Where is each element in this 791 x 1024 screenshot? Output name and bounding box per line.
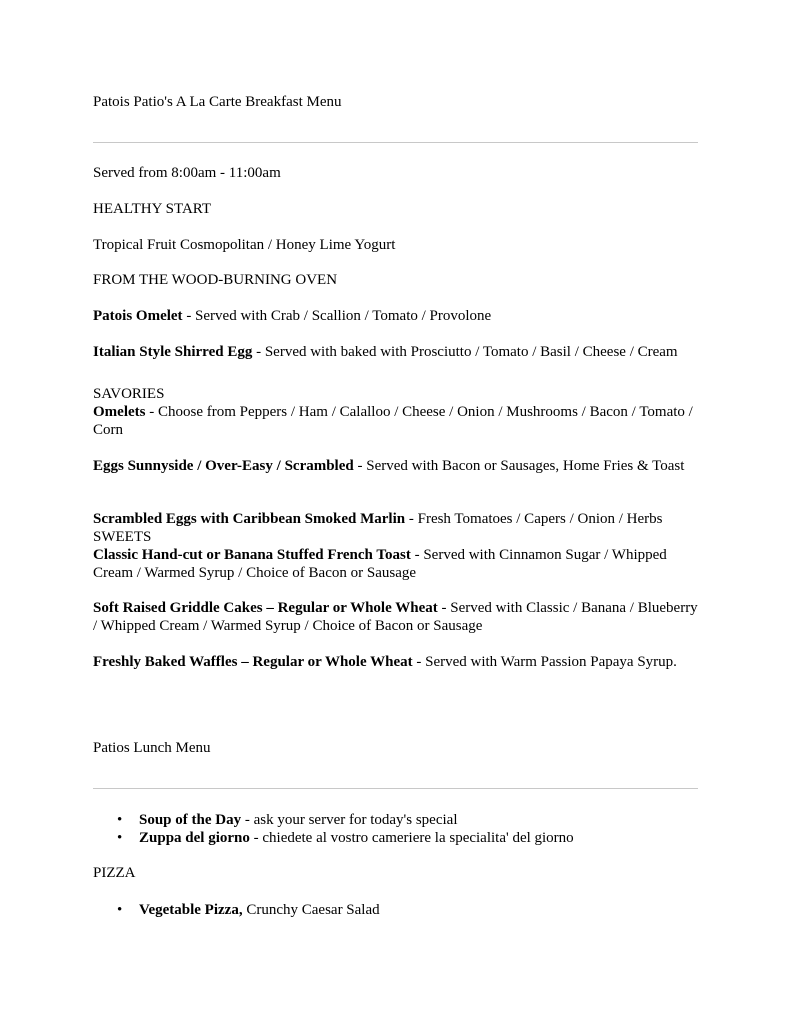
healthy-start-items: Tropical Fruit Cosmopolitan / Honey Lime Yogurt [93, 237, 396, 253]
menu-item [93, 599, 698, 635]
healthy-start-heading: HEALTHY START [93, 201, 212, 217]
menu-item-desc: - ask your server for today's special [241, 812, 458, 828]
bullet-icon: • [117, 830, 123, 846]
list-item [93, 829, 698, 847]
menu-item-desc: - Served with Crab / Scallion / Tomato / Provolone [182, 308, 492, 324]
lunch-title: Patios Lunch Menu [93, 740, 211, 756]
menu-item-desc: - Served with baked with Prosciutto / Tomato / Basil / Cheese / Cream [252, 344, 678, 360]
menu-item [93, 343, 698, 361]
menu-item-name: Scrambled Eggs with Caribbean Smoked Marlin [93, 511, 406, 527]
menu-item-name: Zuppa del giorno [139, 830, 250, 846]
list-item [93, 811, 698, 829]
menu-item-desc: - Served with Warm Passion Papaya Syrup. [412, 654, 677, 670]
menu-item [93, 403, 698, 439]
menu-item-name: Patois Omelet [93, 308, 183, 324]
breakfast-title: Patois Patio's A La Carte Breakfast Menu [93, 94, 342, 110]
menu-item-name: Vegetable Pizza, [139, 902, 243, 918]
menu-item-desc: Crunchy Caesar Salad [242, 902, 380, 918]
menu-item [93, 510, 698, 528]
bullet-icon: • [117, 902, 123, 918]
menu-item-desc: - chiedete al vostro cameriere la specialita' del giorno [249, 830, 574, 846]
menu-item-name: Freshly Baked Waffles – Regular or Whole Wheat [93, 654, 413, 670]
menu-item-desc: - Served with Bacon or Sausages, Home Fries & Toast [353, 458, 685, 474]
menu-item [93, 307, 698, 325]
menu-item [93, 546, 698, 582]
divider [93, 788, 698, 789]
soup-list [93, 811, 698, 847]
pizza-heading: PIZZA [93, 865, 136, 881]
menu-item-name: Classic Hand-cut or Banana Stuffed French Toast [93, 547, 411, 563]
menu-item-name: Omelets [93, 404, 146, 420]
menu-item-desc: - Served with Classic / Banana / Blueberry / Whipped Cream / Warmed Syrup / Choice of Bacon or Sausage [93, 600, 698, 634]
divider [93, 142, 698, 143]
served-hours: Served from 8:00am - 11:00am [93, 165, 281, 181]
menu-item-desc: - Served with Cinnamon Sugar / Whipped Cream / Warmed Syrup / Choice of Bacon or Sausage [93, 547, 667, 581]
menu-item-name: Soft Raised Griddle Cakes – Regular or Whole Wheat [93, 600, 438, 616]
menu-item [93, 457, 698, 475]
savories-heading: SAVORIES [93, 386, 165, 402]
menu-item-name: Soup of the Day [139, 812, 242, 828]
pizza-list [93, 901, 698, 919]
menu-item-name: Eggs Sunnyside / Over-Easy / Scrambled [93, 458, 354, 474]
menu-item-name: Italian Style Shirred Egg [93, 344, 253, 360]
list-item [93, 901, 698, 919]
menu-item-desc: - Choose from Peppers / Ham / Calalloo / Cheese / Onion / Mushrooms / Bacon / Tomato / Corn [93, 404, 693, 438]
sweets-heading: SWEETS [93, 529, 152, 545]
menu-item [93, 653, 698, 671]
wood-oven-heading: FROM THE WOOD-BURNING OVEN [93, 272, 338, 288]
bullet-icon: • [117, 812, 123, 828]
menu-item-desc: - Fresh Tomatoes / Capers / Onion / Herbs [405, 511, 663, 527]
